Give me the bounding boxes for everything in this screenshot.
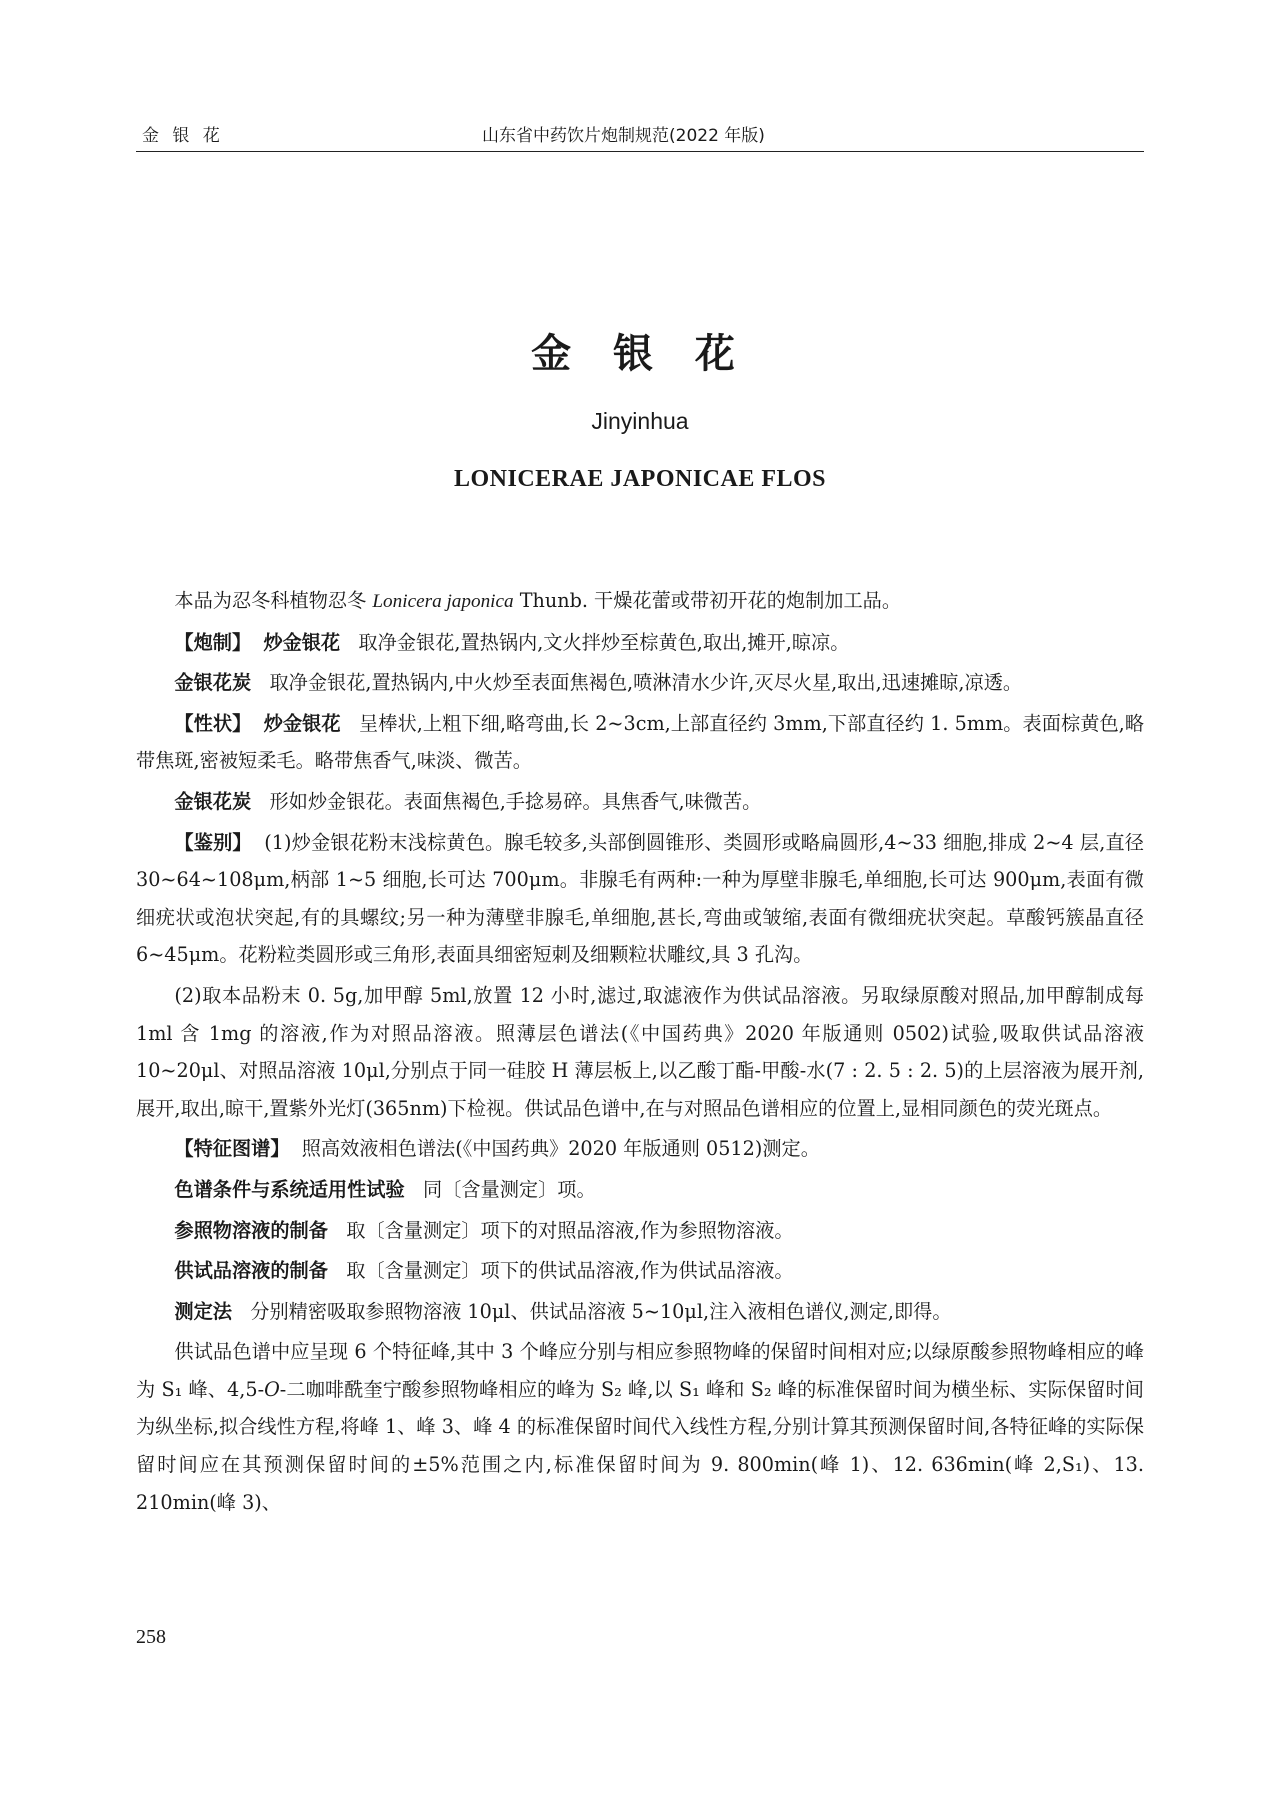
processing-charcoal-paragraph: [136, 664, 1144, 702]
fingerprint-conditions-paragraph: [136, 1171, 1144, 1209]
fingerprint-reference-text: 取〔含量测定〕项下的对照品溶液,作为参照物溶液。: [346, 1218, 794, 1242]
fingerprint-method-label: 测定法: [174, 1299, 232, 1323]
fingerprint-conditions-label: 色谱条件与系统适用性试验: [174, 1177, 405, 1201]
intro-paragraph: [136, 582, 1144, 621]
monograph-body: [136, 582, 1144, 1521]
monograph-latin-name: LONICERAE JAPONICAE FLOS: [453, 466, 827, 492]
character-paragraph: [136, 705, 1144, 780]
fingerprint-test-text: 取〔含量测定〕项下的供试品溶液,作为供试品溶液。: [346, 1259, 794, 1283]
intro-text-1: 本品为忍冬科植物忍冬: [174, 589, 373, 612]
monograph-title: 金 银 花: [531, 331, 749, 377]
sub-label-fried: 炒金银花: [263, 630, 341, 654]
fingerprint-method-text: 分别精密吸取参照物溶液 10μl、供试品溶液 5~10μl,注入液相色谱仪,测定,即得。: [250, 1299, 952, 1323]
intro-text-2: Thunb. 干燥花蕾或带初开花的炮制加工品。: [513, 589, 902, 612]
processing-paragraph: [136, 624, 1144, 662]
section-label-identification: 【鉴别】: [174, 830, 252, 854]
character-sub-label-fried: 炒金银花: [263, 711, 341, 735]
fingerprint-paragraph: [136, 1130, 1144, 1168]
processing-charcoal-text: 取净金银花,置热锅内,中火炒至表面焦褐色,喷淋清水少许,灭尽火星,取出,迅速摊晾,凉透。: [269, 671, 1023, 695]
identification-paragraph-1: [136, 824, 1144, 974]
character-charcoal-paragraph: [136, 783, 1144, 821]
monograph-pinyin: Jinyinhua: [591, 408, 689, 434]
header-section-name: 金 银 花: [142, 126, 224, 146]
identification-item-1: (1)炒金银花粉末浅棕黄色。腺毛较多,头部倒圆锥形、类圆形或略扁圆形,4~33 细胞,排成 2~4 层,直径 30~64~108μm,柄部 1~5 细胞,长可达 700μm。非腺毛有两种:一种为厚壁非腺毛,单细胞,长可达 900μm,表面有微细疣状或泡状突起,有的具螺纹;另一种为薄壁非腺毛,单细胞,甚长,弯曲或皱缩,表面有微细疣状突起。草酸钙簇晶直径 6~45μm。花粉粒类圆形或三角形,表面具细密短刺及细颗粒状雕纹,具 3 孔沟。: [136, 830, 1144, 967]
fingerprint-text: 照高效液相色谱法(《中国药典》2020 年版通则 0512)测定。: [301, 1137, 820, 1161]
fingerprint-test-paragraph: [136, 1252, 1144, 1290]
sub-label-charcoal: 金银花炭: [174, 671, 252, 695]
fingerprint-result-italic-o: O: [264, 1377, 280, 1401]
fingerprint-result-text-1: 供试品色谱中应呈现 6 个特征峰,其中 3 个峰应分别与相应参照物峰的保留时间相对应;以绿原酸参照物峰相应的峰为 S₁ 峰、4,5-: [136, 1340, 1144, 1401]
identification-paragraph-2: [136, 977, 1144, 1127]
fingerprint-result-paragraph: [136, 1333, 1144, 1521]
fingerprint-conditions-text: 同〔含量测定〕项。: [422, 1177, 596, 1201]
fingerprint-result-text-2: -二咖啡酰奎宁酸参照物峰相应的峰为 S₂ 峰,以 S₁ 峰和 S₂ 峰的标准保留时间为横坐标、实际保留时间为纵坐标,拟合线性方程,将峰 1、峰 3、峰 4 的标准保留时间代入线性方程,分别计算其预测保留时间,各特征峰的实际保留时间应在其预测保留时间的±5%范围之内,标准保留时间为 9. 800min(峰 1)、12. 636min(峰 2,S₁)、13. 210min(峰 3)、: [136, 1377, 1144, 1514]
header-book-title: 山东省中药饮片炮制规范(2022 年版): [482, 126, 765, 146]
species-name: Lonicera japonica: [372, 591, 514, 612]
section-label-fingerprint: 【特征图谱】: [174, 1137, 290, 1161]
character-fried-text: 呈棒状,上粗下细,略弯曲,长 2~3cm,上部直径约 3mm,下部直径约 1. 5mm。表面棕黄色,略带焦斑,密被短柔毛。略带焦香气,味淡、微苦。: [136, 711, 1145, 773]
character-charcoal-text: 形如炒金银花。表面焦褐色,手捻易碎。具焦香气,味微苦。: [269, 789, 762, 813]
identification-item-2: (2)取本品粉末 0. 5g,加甲醇 5ml,放置 12 小时,滤过,取滤液作为供试品溶液。另取绿原酸对照品,加甲醇制成每 1ml 含 1mg 的溶液,作为对照品溶液。照薄层色谱法(《中国药典》2020 年版通则 0502)试验,吸取供试品溶液 10~20μl、对照品溶液 10μl,分别点于同一硅胶 H 薄层板上,以乙酸丁酯-甲酸-水(7 : 2. 5 : 2. 5)的上层溶液为展开剂,展开,取出,晾干,置紫外光灯(365nm)下检视。供试品色谱中,在与对照品色谱相应的位置上,显相同颜色的荧光斑点。: [136, 983, 1144, 1120]
section-label-processing: 【炮制】: [174, 630, 252, 654]
character-sub-label-charcoal: 金银花炭: [174, 789, 252, 813]
fingerprint-reference-label: 参照物溶液的制备: [174, 1218, 328, 1242]
fingerprint-method-paragraph: [136, 1293, 1144, 1331]
processing-fried-text: 取净金银花,置热锅内,文火拌炒至棕黄色,取出,摊开,晾凉。: [358, 630, 850, 654]
section-label-character: 【性状】: [174, 711, 252, 735]
fingerprint-test-label: 供试品溶液的制备: [174, 1259, 328, 1283]
page-number: 258: [136, 1626, 166, 1648]
header-rule: [136, 151, 1144, 152]
fingerprint-reference-paragraph: [136, 1212, 1144, 1250]
running-header: [142, 113, 1142, 153]
